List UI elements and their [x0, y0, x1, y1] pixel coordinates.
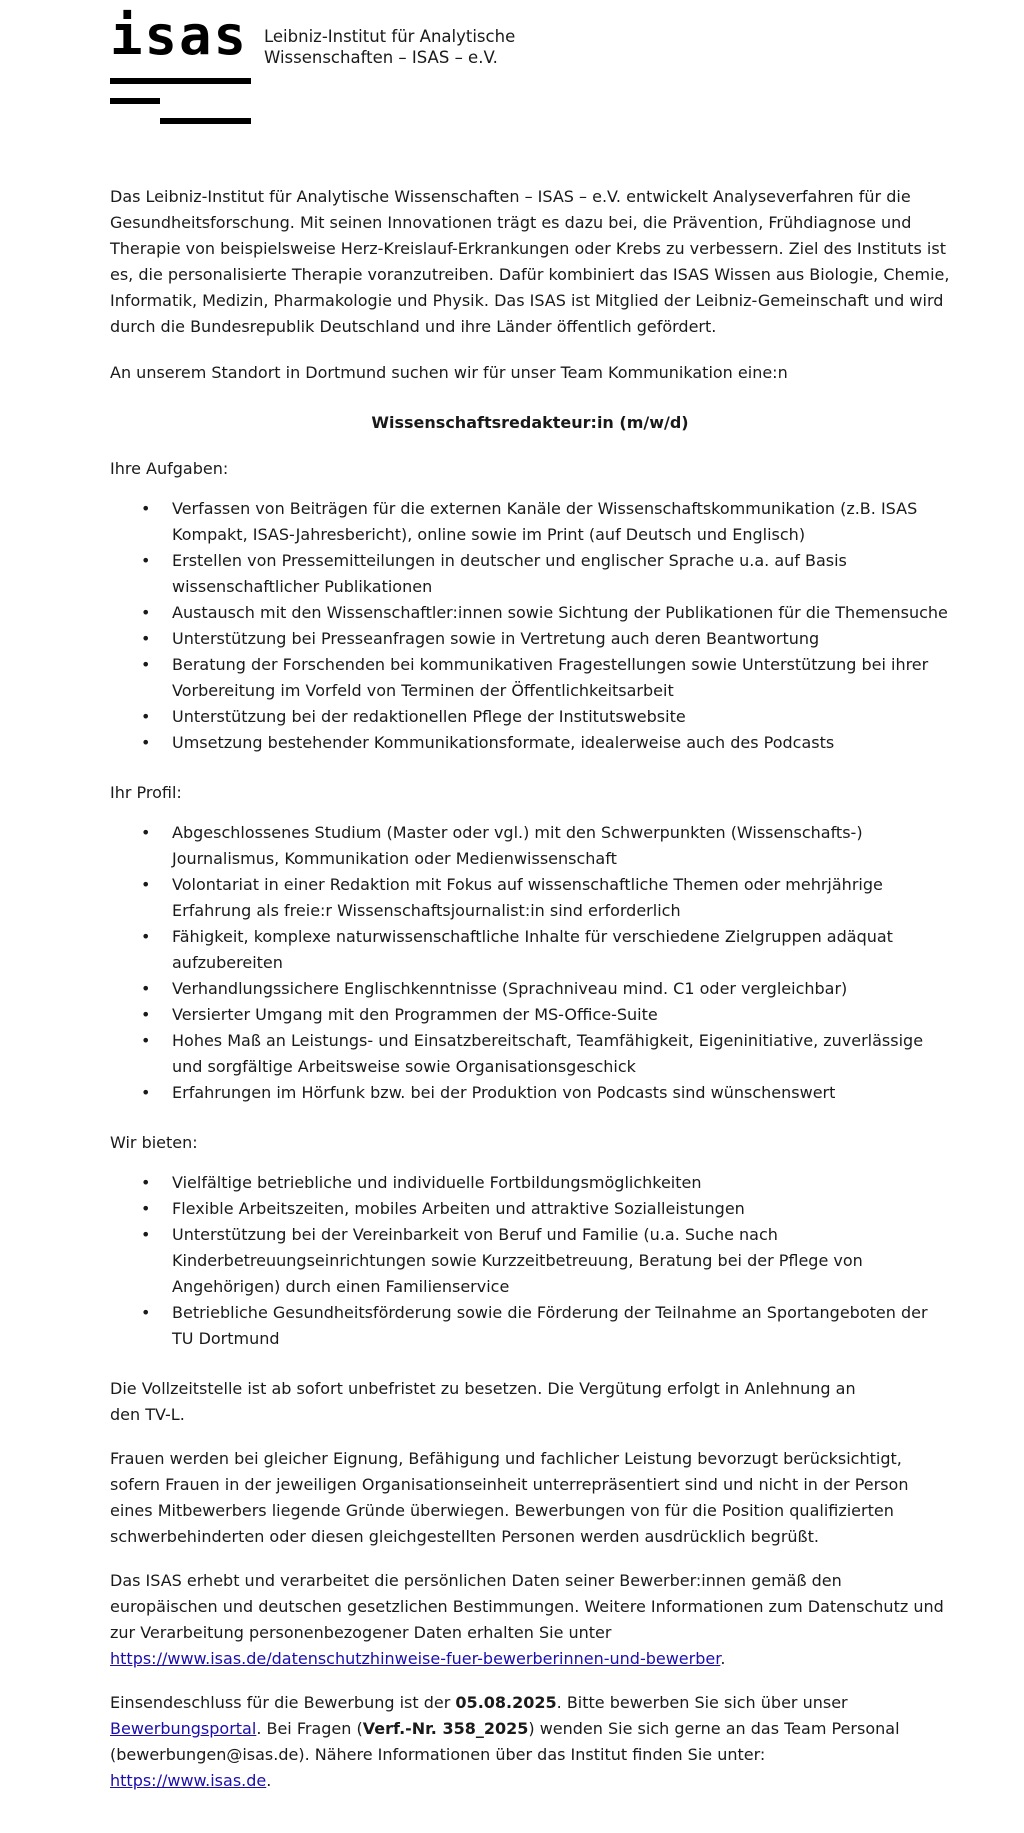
list-item: • Hohes Maß an Leistungs- und Einsatzbereitschaft, Teamfähigkeit, Eigeninitiative, zuverlässige und sorgfältige Arbeitsweise sowie Organisationsgeschick	[172, 1028, 950, 1080]
logo-bar-bottom	[160, 118, 251, 124]
list-item: • Erfahrungen im Hörfunk bzw. bei der Produktion von Podcasts sind wünschenswert	[172, 1080, 950, 1106]
fulltime-line-2: den TV-L.	[110, 1405, 185, 1424]
location-paragraph: An unserem Standort in Dortmund suchen wir für unser Team Kommunikation eine:n	[110, 363, 788, 382]
list-item: • Fähigkeit, komplexe naturwissenschaftliche Inhalte für verschiedene Zielgruppen adäquat aufzubereiten	[172, 924, 950, 976]
privacy-end: .	[720, 1649, 726, 1668]
fulltime-paragraph	[110, 1376, 950, 1428]
isas-logo	[110, 4, 530, 128]
list-item: • Unterstützung bei Presseanfragen sowie in Vertretung auch deren Beantwortung	[172, 626, 950, 652]
logo-line-1: Leibniz-Institut für Analytische	[264, 27, 516, 46]
list-item: • Vielfältige betriebliche und individuelle Fortbildungsmöglichkeiten	[172, 1170, 950, 1196]
list-item: • Betriebliche Gesundheitsförderung sowie die Förderung der Teilnahme an Sportangeboten der TU Dortmund	[172, 1300, 950, 1352]
closing-end: .	[266, 1771, 272, 1790]
closing-text-3: . Bei Fragen (	[256, 1719, 363, 1738]
closing-text-4: ) wenden Sie sich gerne an das Team Personal (bewerbungen@isas.de). Nähere Informationen über das Institut finden Sie unter:	[110, 1719, 900, 1764]
logo-bar-middle	[110, 98, 160, 104]
website-link[interactable]: https://www.isas.de	[110, 1771, 267, 1790]
list-item: • Verfassen von Beiträgen für die externen Kanäle der Wissenschaftskommunikation (z.B. ISAS Kompakt, ISAS-Jahresbericht), online sowie im Print (auf Deutsch und Englisch)	[172, 496, 950, 548]
tasks-list	[110, 496, 950, 756]
application-portal-link[interactable]: Bewerbungsportal	[110, 1719, 257, 1738]
closing-text-2: . Bitte bewerben Sie sich über unser	[556, 1693, 848, 1712]
closing-paragraph	[110, 1690, 950, 1794]
tasks-label: Ihre Aufgaben:	[110, 459, 229, 478]
privacy-text: Das ISAS erhebt und verarbeitet die persönlichen Daten seiner Bewerber:innen gemäß den europäischen und deutschen gesetzlichen Bestimmungen. Weitere Informationen zum Datenschutz und zur Verarbeitung personenbezogener Daten erhalten Sie unter	[110, 1571, 944, 1642]
privacy-link[interactable]: https://www.isas.de/datenschutzhinweise-fuer-bewerberinnen-und-bewerber	[110, 1649, 721, 1668]
list-item: • Flexible Arbeitszeiten, mobiles Arbeiten und attraktive Sozialleistungen	[172, 1196, 950, 1222]
privacy-paragraph	[110, 1568, 950, 1672]
job-posting	[110, 184, 950, 1812]
list-item: • Volontariat in einer Redaktion mit Fokus auf wissenschaftliche Themen oder mehrjährige Erfahrung als freie:r Wissenschaftsjournalist:in sind erforderlich	[172, 872, 950, 924]
profile-label: Ihr Profil:	[110, 783, 182, 802]
list-item: • Austausch mit den Wissenschaftler:innen sowie Sichtung der Publikationen für die Themensuche	[172, 600, 950, 626]
list-item: • Umsetzung bestehender Kommunikationsformate, idealerweise auch des Podcasts	[172, 730, 950, 756]
offer-list	[110, 1170, 950, 1352]
logo-institute-name	[264, 26, 515, 68]
list-item: • Unterstützung bei der Vereinbarkeit von Beruf und Familie (u.a. Suche nach Kinderbetreuungseinrichtungen sowie Kurzzeitbetreuung, Beratung bei der Pflege von Angehörigen) durch einen Familienservice	[172, 1222, 950, 1300]
list-item: • Beratung der Forschenden bei kommunikativen Fragestellungen sowie Unterstützung bei ihrer Vorbereitung im Vorfeld von Terminen der Öffentlichkeitsarbeit	[172, 652, 950, 704]
deadline-date: 05.08.2025	[455, 1693, 557, 1712]
list-item: • Erstellen von Pressemitteilungen in deutscher und englischer Sprache u.a. auf Basis wissenschaftlicher Publikationen	[172, 548, 950, 600]
job-title: Wissenschaftsredakteur:in (m/w/d)	[371, 413, 689, 432]
list-item: • Abgeschlossenes Studium (Master oder vgl.) mit den Schwerpunkten (Wissenschafts-) Journalismus, Kommunikation oder Medienwissenschaft	[172, 820, 950, 872]
list-item: • Versierter Umgang mit den Programmen der MS-Office-Suite	[172, 1002, 950, 1028]
list-item: • Unterstützung bei der redaktionellen Pflege der Institutswebsite	[172, 704, 950, 730]
reference-number: Verf.-Nr. 358_2025	[362, 1719, 529, 1738]
fulltime-line-1: Die Vollzeitstelle ist ab sofort unbefristet zu besetzen. Die Vergütung erfolgt in Anlehnung an	[110, 1379, 856, 1398]
offer-label: Wir bieten:	[110, 1133, 198, 1152]
equality-paragraph: Frauen werden bei gleicher Eignung, Befähigung und fachlicher Leistung bevorzugt berücksichtigt, sofern Frauen in der jeweiligen Organisationseinheit unterrepräsentiert sind und nicht in der Person eines Mitbewerbers liegende Gründe überwiegen. Bewerbungen von für die Position qualifizierten schwerbehinderten oder diesen gleichgestellten Personen werden ausdrücklich begrüßt.	[110, 1449, 909, 1546]
list-item: • Verhandlungssichere Englischkenntnisse (Sprachniveau mind. C1 oder vergleichbar)	[172, 976, 950, 1002]
closing-text-1: Einsendeschluss für die Bewerbung ist der	[110, 1693, 456, 1712]
profile-list	[110, 820, 950, 1106]
logo-bar-top	[110, 78, 251, 84]
logo-line-2: Wissenschaften – ISAS – e.V.	[264, 48, 498, 67]
logo-wordmark: isas	[110, 4, 249, 67]
intro-paragraph: Das Leibniz-Institut für Analytische Wissenschaften – ISAS – e.V. entwickelt Analyseverfahren für die Gesundheitsforschung. Mit seinen Innovationen trägt es dazu bei, die Prävention, Frühdiagnose und Therapie von beispielsweise Herz-Kreislauf-Erkrankungen oder Krebs zu verbessern. Ziel des Instituts ist es, die personalisierte Therapie voranzutreiben. Dafür kombiniert das ISAS Wissen aus Biologie, Chemie, Informatik, Medizin, Pharmakologie und Physik. Das ISAS ist Mitglied der Leibniz-Gemeinschaft und wird durch die Bundesrepublik Deutschland und ihre Länder öffentlich gefördert.	[110, 187, 950, 336]
